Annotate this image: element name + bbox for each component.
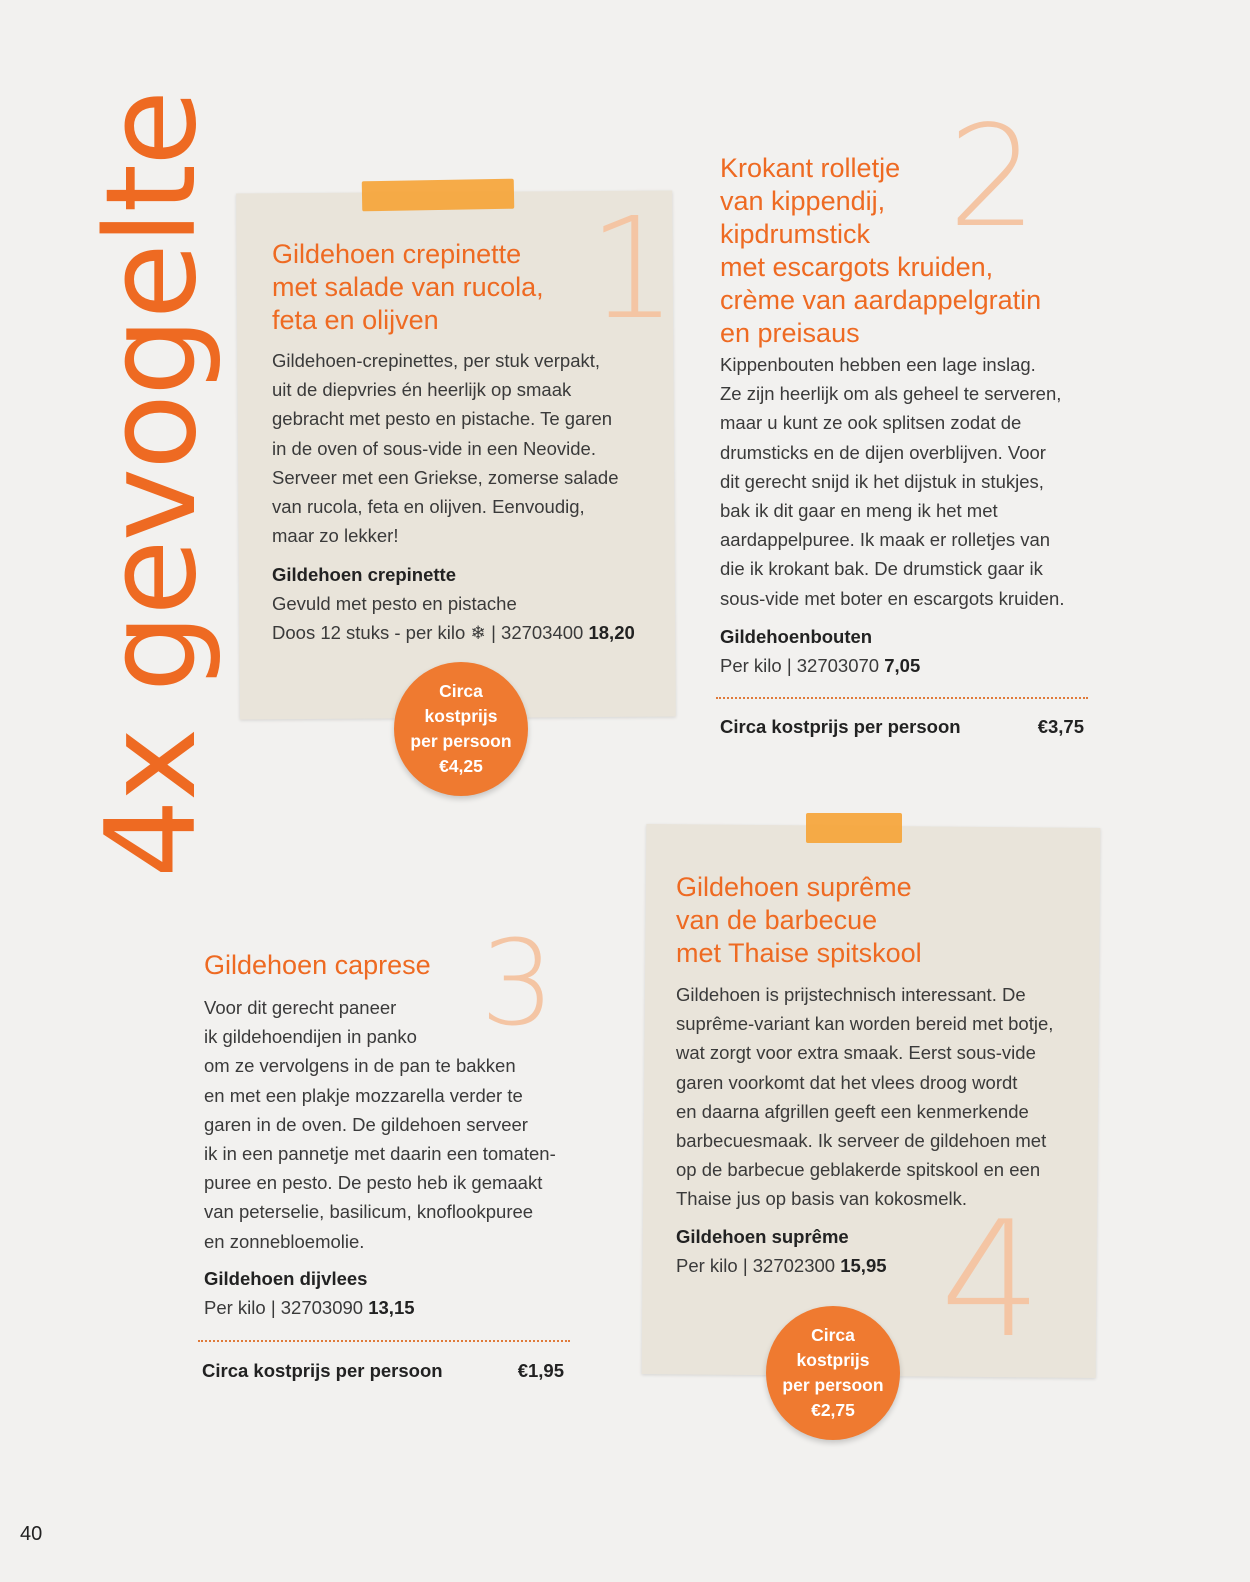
recipe-3-product bbox=[204, 1264, 584, 1322]
recipe-4-cost-badge bbox=[766, 1306, 900, 1440]
recipe-1-product-code: Doos 12 stuks - per kilo ❄ | 32703400 bbox=[272, 622, 584, 643]
recipe-2-product-code: Per kilo | 32703070 bbox=[720, 655, 880, 676]
cost-label: Circa kostprijs per persoon bbox=[202, 1360, 443, 1381]
recipe-1-cost-badge bbox=[394, 662, 528, 796]
recipe-4-product bbox=[676, 1222, 1056, 1280]
recipe-3-product-price: 13,15 bbox=[368, 1297, 415, 1318]
page-number: 40 bbox=[20, 1523, 43, 1545]
recipe-4-product-code: Per kilo | 32702300 bbox=[676, 1255, 836, 1276]
recipe-1-product-desc: Gevuld met pesto en pistache bbox=[272, 593, 517, 614]
badge-line: Circa bbox=[811, 1325, 855, 1345]
badge-line: kostprijs bbox=[424, 706, 498, 726]
recipe-3-product-name: Gildehoen dijvlees bbox=[204, 1268, 368, 1289]
page-heading: 4x gevogelte bbox=[80, 91, 224, 878]
badge-line: per persoon bbox=[782, 1375, 884, 1395]
divider bbox=[198, 1340, 570, 1342]
recipe-1-product-name: Gildehoen crepinette bbox=[272, 564, 457, 585]
badge-line: per persoon bbox=[410, 731, 512, 751]
recipe-4-product-name: Gildehoen suprême bbox=[676, 1226, 849, 1247]
recipe-3-body: Voor dit gerecht paneer ik gildehoendijen in panko om ze vervolgens in de pan te bakken en met een plakje mozzarella verder te garen in de oven. De gildehoen serveer ik in een pannetje met daarin een tomaten- puree en pesto. De pesto heb ik gemaakt van peterselie, basilicum, knoflookpuree en zonnebloemolie. bbox=[204, 997, 556, 1252]
recipe-2-product-price: 7,05 bbox=[884, 655, 921, 676]
recipe-4-title: Gildehoen suprême van de barbecue met Thaise spitskool bbox=[676, 872, 922, 968]
recipe-2-title: Krokant rolletje van kippendij, kipdrumstick met escargots kruiden, crème van aardappelgratin en preisaus bbox=[720, 153, 1042, 348]
badge-price: €4,25 bbox=[439, 756, 483, 776]
badge-price: €2,75 bbox=[811, 1400, 855, 1420]
recipe-1-body: Gildehoen-crepinettes, per stuk verpakt, uit de diepvries én heerlijk op smaak gebracht met pesto en pistache. Te garen in de oven of sous-vide in een Neovide. Serveer met een Griekse, zomerse salade van rucola, feta en olijven. Eenvoudig, maar zo lekker! bbox=[272, 350, 619, 547]
divider bbox=[716, 697, 1088, 699]
recipe-1-product bbox=[272, 560, 672, 647]
recipe-2-product bbox=[720, 622, 1100, 680]
cost-value: €1,95 bbox=[517, 1360, 564, 1381]
recipe-2-product-line bbox=[720, 651, 1100, 680]
recipe-4-number: 4 bbox=[940, 1186, 1042, 1373]
badge-line: Circa bbox=[439, 681, 483, 701]
recipe-4-body: Gildehoen is prijstechnisch interessant. De suprême-variant kan worden bereid met botje, wat zorgt voor extra smaak. Eerst sous-vide garen voorkomt dat het vlees droog wordt en daarna afgrillen geeft een kenmerkende barbecuesmaak. Ik serveer de gildehoen met op de barbecue geblakerde spitskool en een Thaise jus op basis van kokosmelk. bbox=[676, 984, 1054, 1210]
recipe-2-cost-row bbox=[720, 716, 1084, 738]
recipe-2-product-name: Gildehoenbouten bbox=[720, 626, 873, 647]
recipe-1-number: 1 bbox=[588, 188, 678, 351]
recipe-3-number: 3 bbox=[480, 914, 556, 1052]
recipe-3-product-line bbox=[204, 1293, 584, 1322]
cost-value: €3,75 bbox=[1037, 716, 1084, 737]
recipe-1-product-line bbox=[272, 618, 672, 647]
recipe-4-product-line bbox=[676, 1251, 1056, 1280]
recipe-2-number: 2 bbox=[948, 96, 1038, 259]
recipe-1-product-price: 18,20 bbox=[588, 622, 635, 643]
recipe-2-body: Kippenbouten hebben een lage inslag. Ze zijn heerlijk om als geheel te serveren, maar u kunt ze ook splitsen zodat de drumsticks en de dijen overblijven. Voor dit gerecht snijd ik het dijstuk in stukjes, bak ik dit gaar en meng ik het met aardappelpuree. Ik maak er rolletjes van die ik krokant bak. De drumstick gaar ik sous-vide met boter en escargots kruiden. bbox=[720, 354, 1065, 609]
recipe-3-title: Gildehoen caprese bbox=[204, 950, 431, 980]
recipe-3-product-code: Per kilo | 32703090 bbox=[204, 1297, 364, 1318]
tape-decoration bbox=[806, 813, 902, 843]
badge-line: kostprijs bbox=[796, 1350, 870, 1370]
cost-label: Circa kostprijs per persoon bbox=[720, 716, 961, 737]
recipe-4-product-price: 15,95 bbox=[840, 1255, 887, 1276]
recipe-3-cost-row bbox=[202, 1360, 564, 1382]
recipe-1-title: Gildehoen crepinette met salade van rucola, feta en olijven bbox=[272, 239, 544, 335]
tape-decoration bbox=[362, 179, 515, 212]
